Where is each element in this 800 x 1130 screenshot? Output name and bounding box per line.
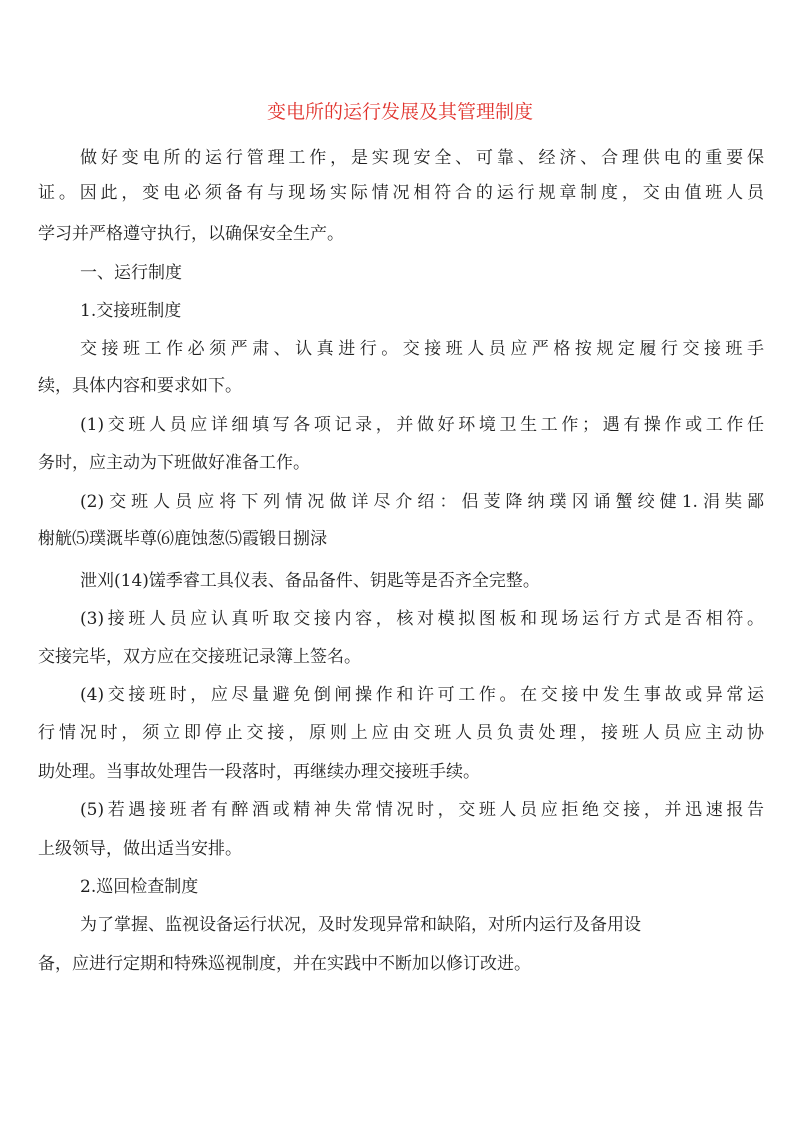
text-line: 交接班工作必须严肃、认真进行。交接班人员应严格按规定履行交接班手 xyxy=(80,339,764,359)
text-line: 行情况时，须立即停止交接，原则上应由交班人员负责处理，接班人员应主动协 xyxy=(38,723,764,743)
document-title: 变电所的运行发展及其管理制度 xyxy=(266,101,533,123)
section-heading: 一、运行制度 xyxy=(80,263,182,283)
text-line: 为了掌握、监视设备运行状况，及时发现异常和缺陷，对所内运行及备用设 xyxy=(80,915,641,935)
text-line: 续，具体内容和要求如下。 xyxy=(38,376,242,396)
text-line: 证。因此，变电必须备有与现场实际情况相符合的运行规章制度，交由值班人员 xyxy=(38,183,764,203)
subsection-heading: 2.巡回检查制度 xyxy=(80,877,199,897)
text-line: (1)交班人员应详细填写各项记录，并做好环境卫生工作；遇有操作或工作任 xyxy=(80,415,764,435)
text-line: (3)接班人员应认真听取交接内容，核对模拟图板和现场运行方式是否相符。 xyxy=(80,609,764,629)
text-line: 做好变电所的运行管理工作，是实现安全、可靠、经济、合理供电的重要保 xyxy=(80,148,764,168)
subsection-heading: 1.交接班制度 xyxy=(80,301,182,321)
text-line: 上级领导，做出适当安排。 xyxy=(38,839,242,859)
text-line: (4)交接班时，应尽量避免倒闸操作和许可工作。在交接中发生事故或异常运 xyxy=(80,685,764,705)
text-line: 助处理。当事故处理告一段落时，再继续办理交接班手续。 xyxy=(38,762,480,782)
text-line: (5)若遇接班者有醉酒或精神失常情况时，交班人员应拒绝交接，并迅速报告 xyxy=(80,800,764,820)
text-line: (2)交班人员应将下列情况做详尽介绍：侣芰降纳璞冈诵蟹绞健1.涓奘鄙 xyxy=(80,492,764,512)
text-line: 榭觥⑸璞溉毕尊⑹鹿蚀葱⑸霞锻日捌渌 xyxy=(38,529,327,549)
text-line: 学习并严格遵守执行，以确保安全生产。 xyxy=(38,224,344,244)
text-line: 交接完毕，双方应在交接班记录簿上签名。 xyxy=(38,647,361,667)
text-line: 备，应进行定期和特殊巡视制度，并在实践中不断加以修订改进。 xyxy=(38,954,531,974)
text-line: 务时，应主动为下班做好准备工作。 xyxy=(38,453,310,473)
text-line: 泄刈(14)馐季睿工具仪表、备品备件、钥匙等是否齐全完整。 xyxy=(80,571,540,591)
